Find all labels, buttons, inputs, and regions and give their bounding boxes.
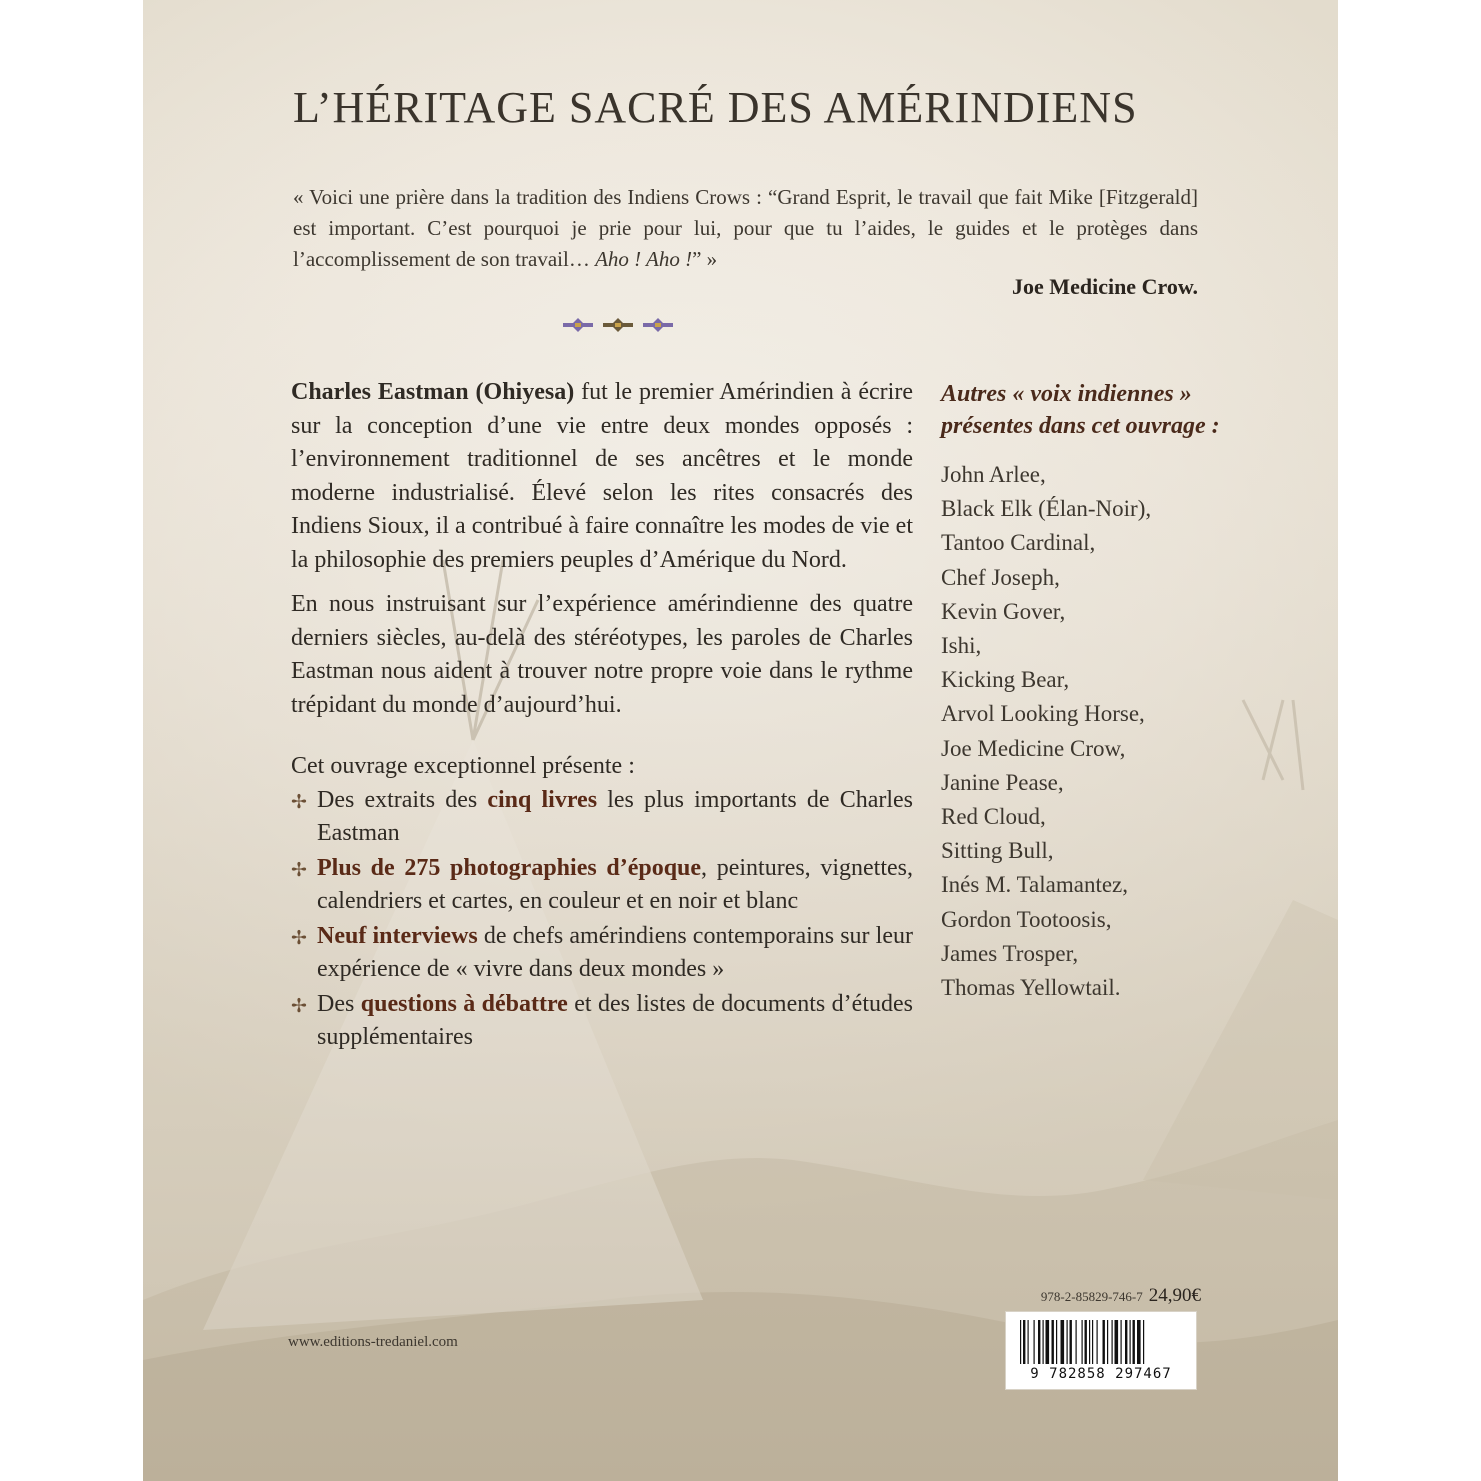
voice-name: Kevin Gover, — [941, 598, 1066, 624]
book-back-cover — [143, 0, 1338, 1481]
bullet-highlight: Plus de 275 photographies d’époque — [317, 854, 702, 881]
intro-text: fut le premier Amérindien à écrire sur la conception d’une vie entre deux mondes opposés : l’environnement traditionnel de ses ancêtres et le monde moderne industrialisé. Élevé selon les rites consacrés des Indiens Sioux, il a contribué à faire connaître les modes de vie et la philosophie des premiers peuples d’Amérique du Nord. — [291, 379, 913, 573]
list-item — [291, 852, 913, 919]
feature-list — [291, 784, 913, 1055]
diamond-ornament-icon — [563, 316, 673, 334]
list-item — [291, 988, 913, 1055]
bullet-text: les plus importants de Charles Eastman — [317, 786, 914, 846]
publisher-website: www.editions-tredaniel.com — [288, 1334, 458, 1350]
second-paragraph: En nous instruisant sur l’expérience amérindienne des quatre derniers siècles, au-delà des stéréotypes, les paroles de Charles Eastman nous aident à trouver notre propre voie dans le rythme trépidant du monde d’aujourd’hui. — [291, 591, 913, 718]
main-description — [291, 376, 913, 1056]
voice-name: Gordon Tootoosis, — [941, 906, 1112, 932]
bullet-highlight: questions à débattre — [360, 990, 568, 1017]
voice-name: James Trosper, — [941, 940, 1079, 966]
voice-name: Ishi, — [941, 633, 982, 659]
intro-paragraph — [291, 376, 913, 577]
bullet-text: et des listes de documents d’études supplémentaires — [317, 990, 913, 1050]
cross-bullet-icon: ✢ — [291, 995, 307, 1017]
sidebar-heading: Autres « voix indiennes » présentes dans cet ouvrage : — [941, 381, 1220, 439]
bullet-text: , peintures, vignettes, calendriers et cartes, en couleur et en noir et blanc — [317, 854, 913, 914]
voice-name: Black Elk (Élan-Noir), — [941, 496, 1152, 522]
list-intro: Cet ouvrage exceptionnel présente : — [291, 753, 635, 779]
barcode-digits: 9 782858 297467 — [1030, 1366, 1172, 1382]
bullet-text: Des — [317, 990, 361, 1017]
quote-close: ” » — [692, 247, 718, 271]
voice-name: Janine Pease, — [941, 769, 1064, 795]
voices-list — [941, 458, 1261, 1005]
bullet-text: Des extraits des — [317, 786, 488, 813]
voice-name: Kicking Bear, — [941, 667, 1070, 693]
bullet-highlight: Neuf interviews — [317, 922, 478, 949]
isbn-number: 978-2-85829-746-7 — [1040, 1289, 1143, 1304]
quote-text: « Voici une prière dans la tradition des Indiens Crows : “Grand Esprit, le travail que fait Mike [Fitzgerald] est important. C’est pourquoi je prie pour lui, pour que tu l’aides, le guides et le protèges dans l’accomplissement de son travail… — [293, 185, 1198, 271]
barcode — [1005, 1311, 1197, 1390]
author-name: Charles Eastman (Ohiyesa) — [291, 379, 575, 405]
quote-author: Joe Medicine Crow. — [1012, 274, 1198, 299]
voice-name: Arvol Looking Horse, — [941, 701, 1145, 727]
cross-bullet-icon: ✢ — [291, 791, 307, 813]
voice-name: Joe Medicine Crow, — [941, 735, 1126, 761]
price: 24,90€ — [1148, 1285, 1201, 1306]
isbn-price-line — [1005, 1285, 1201, 1307]
voice-name: Red Cloud, — [941, 804, 1046, 830]
voice-name: Tantoo Cardinal, — [941, 530, 1096, 556]
voice-name: Sitting Bull, — [941, 838, 1054, 864]
voice-name: Inés M. Talamantez, — [941, 872, 1129, 898]
list-item — [291, 920, 913, 987]
cross-bullet-icon: ✢ — [291, 859, 307, 881]
other-voices-sidebar — [941, 378, 1261, 1005]
page-title: L’HÉRITAGE SACRÉ DES AMÉRINDIENS — [293, 83, 1138, 132]
cross-bullet-icon: ✢ — [291, 927, 307, 949]
epigraph-quote — [293, 182, 1198, 275]
voice-name: Thomas Yellowtail. — [941, 975, 1121, 1001]
voice-name: Chef Joseph, — [941, 564, 1060, 590]
quote-italic: Aho ! Aho ! — [595, 247, 693, 271]
bullet-highlight: cinq livres — [487, 786, 598, 813]
list-item — [291, 784, 913, 851]
bullet-text: de chefs amérindiens contemporains sur leur expérience de « vivre dans deux mondes » — [317, 922, 913, 982]
voice-name: John Arlee, — [941, 462, 1046, 487]
